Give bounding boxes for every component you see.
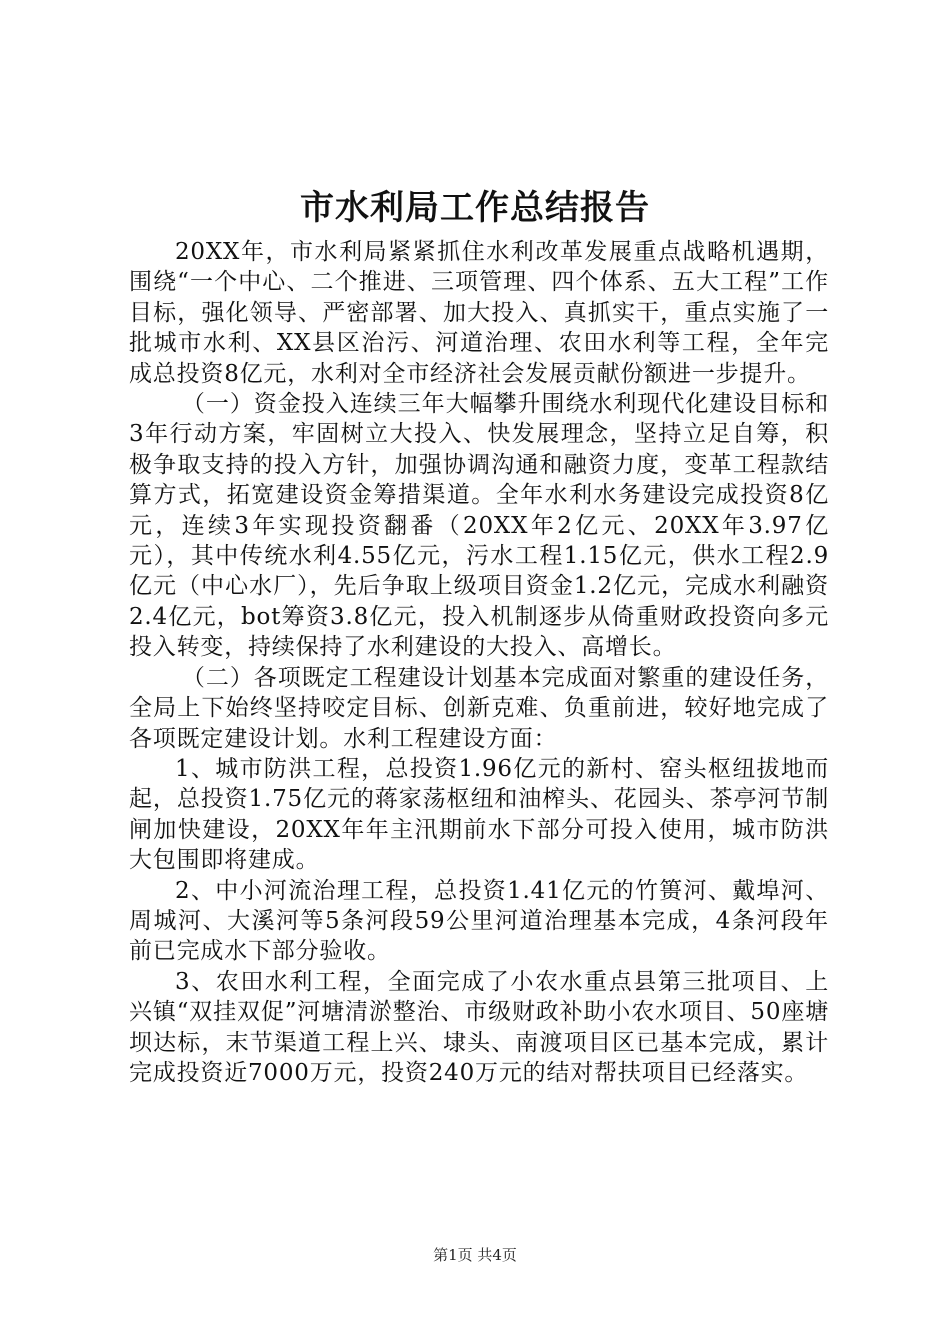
document-title: 市水利局工作总结报告 <box>300 188 650 228</box>
paragraph-section-two: （二）各项既定工程建设计划基本完成面对繁重的建设任务，全局上下始终坚持咬定目标、创新克难、负重前进，较好地完成了各项既定建设计划。水利工程建设方面： <box>129 664 829 752</box>
paragraph-item-flood-control: 1、城市防洪工程，总投资1.96亿元的新村、窑头枢纽拔地而起，总投资1.75亿元的蒋家荡枢纽和油榨头、花园头、茶亭河节制闸加快建设，20XX年年主汛期前水下部分可投入使用，城市防洪大包围即将建成。 <box>129 755 829 874</box>
paragraph-item-river-treatment: 2、中小河流治理工程，总投资1.41亿元的竹篑河、戴埠河、周城河、大溪河等5条河段59公里河道治理基本完成，4条河段年前已完成水下部分验收。 <box>129 877 829 965</box>
page-number-footer: 第1页 共4页 <box>433 1246 517 1264</box>
paragraph-item-farmland-water: 3、农田水利工程，全面完成了小农水重点县第三批项目、上兴镇“双挂双促”河塘清淤整治、市级财政补助小农水项目、50座塘坝达标，末节渠道工程上兴、埭头、南渡项目区已基本完成，累计完成投资近7000万元，投资240万元的结对帮扶项目已经落实。 <box>129 968 829 1086</box>
paragraph-intro: 20XX年，市水利局紧紧抓住水利改革发展重点战略机遇期，围绕“一个中心、二个推进、三项管理、四个体系、五大工程”工作目标，强化领导、严密部署、加大投入、真抓实干，重点实施了一批城市水利、XX县区治污、河道治理、农田水利等工程，全年完成总投资8亿元，水利对全市经济社会发展贡献份额进一步提升。 <box>129 239 829 387</box>
paragraph-section-one: （一）资金投入连续三年大幅攀升围绕水利现代化建设目标和3年行动方案，牢固树立大投入、快发展理念，坚持立足自筹，积极争取支持的投入方针，加强协调沟通和融资力度，变革工程款结算方式，拓宽建设资金筹措渠道。全年水利水务建设完成投资8亿元，连续3年实现投资翻番（20XX年2亿元、20XX年3.97亿元），其中传统水利4.55亿元，污水工程1.15亿元，供水工程2.9亿元（中心水厂），先后争取上级项目资金1.2亿元，完成水利融资2.4亿元，bot筹资3.8亿元，投入机制逐步从倚重财政投资向多元投入转变，持续保持了水利建设的大投入、高增长。 <box>129 391 829 661</box>
document-body <box>129 237 829 1088</box>
